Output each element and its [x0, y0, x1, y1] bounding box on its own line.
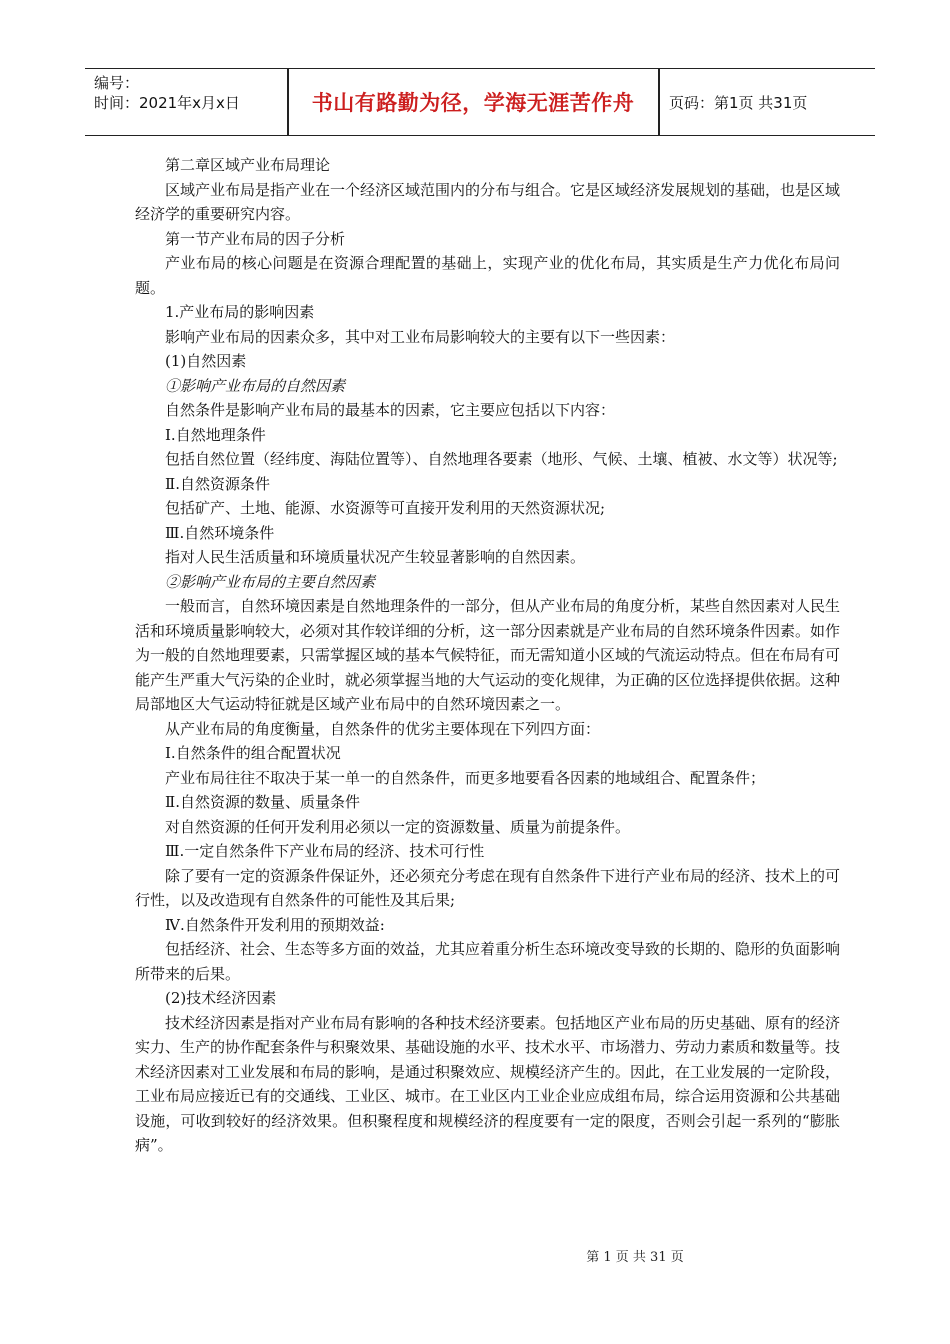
header-divider — [658, 69, 660, 135]
list-heading: Ⅱ.自然资源的数量、质量条件 — [165, 793, 360, 811]
document-number-label: 编号： — [94, 74, 140, 92]
paragraph: 自然条件是影响产业布局的最基本的因素，它主要应包括以下内容： — [165, 401, 616, 419]
heading: (1)自然因素 — [165, 352, 247, 370]
heading: 1.产业布局的影响因素 — [165, 303, 315, 321]
list-heading: Ⅲ.自然环境条件 — [165, 523, 275, 542]
paragraph: 对自然资源的任何开发利用必须以一定的资源数量、质量为前提条件。 — [165, 817, 631, 836]
paragraph: 指对人民生活质量和环境质量状况产生较显著影响的自然因素。 — [165, 548, 586, 566]
paragraph: 产业布局的核心问题是在资源合理配置的基础上，实现产业的优化布局，其实质是生产力优化布局问题。 — [135, 254, 840, 297]
list-heading: Ⅰ.自然地理条件 — [165, 425, 266, 444]
paragraph: 包括矿产、土地、能源、水资源等可直接开发利用的天然资源状况; — [165, 499, 606, 517]
chapter-title: 第二章区域产业布局理论 — [165, 156, 331, 174]
paragraph: 影响产业布局的因素众多，其中对工业布局影响较大的主要有以下一些因素： — [165, 327, 676, 346]
section-title: 第一节产业布局的因子分析 — [165, 229, 346, 248]
paragraph: 包括自然位置（经纬度、海陆位置等）、自然地理各要素（地形、气候、土壤、植被、水文等）状况等; — [165, 450, 838, 468]
paragraph: 技术经济因素是指对产业布局有影响的各种技术经济要素。包括地区产业布局的历史基础、原有的经济实力、生产的协作配套条件与积聚效果、基础设施的水平、技术水平、市场潜力、劳动力素质和数量等。技术经济因素对工业发展和布局的影响，是通过积聚效应、规模经济产生的。因此，在工业发展的一定阶段，工业布局应接近已有的交通线、工业区、城市。在工业区内工业企业应成组布局，综合运用资源和公共基础设施，可收到较好的经济效果。但积聚程度和规模经济的程度要有一定的限度，否则会引起一系列的“膨胀病”。 — [135, 1013, 841, 1154]
paragraph: 从产业布局的角度衡量，自然条件的优劣主要体现在下列四方面： — [165, 719, 601, 738]
list-heading: Ⅰ.自然条件的组合配置状况 — [165, 744, 341, 762]
page-footer: 第 1 页 共 31 页 — [586, 1250, 684, 1265]
subheading: ②影响产业布局的主要自然因素 — [165, 572, 376, 591]
paragraph: 区域产业布局是指产业在一个经济区域范围内的分布与组合。它是区域经济发展规划的基础，也是区域经济学的重要研究内容。 — [135, 180, 841, 223]
list-heading: Ⅲ.一定自然条件下产业布局的经济、技术可行性 — [165, 842, 485, 860]
paragraph: 一般而言，自然环境因素是自然地理条件的一部分，但从产业布局的角度分析，某些自然因素对人民生活和环境质量影响较大，必须对其作较详细的分析，这一部分因素就是产业布局的自然环境条件因素。如作为一般的自然地理要素，只需掌握区域的基本气候特征，而无需知道小区域的气流运动特点。但在布局有可能产生严重大气污染的企业时，就必须掌握当地的大气运动的变化规律，为正确的区位选择提供依据。这种局部地区大气运动特征就是区域产业布局中的自然环境因素之一。 — [135, 597, 841, 713]
header-motto: 书山有路勤为径，学海无涯苦作舟 — [311, 91, 635, 115]
header-page-info: 页码：第1页 共31页 — [669, 93, 808, 112]
list-heading: Ⅳ.自然条件开发利用的预期效益: — [165, 915, 385, 934]
document-body — [135, 153, 840, 1158]
document-time-label: 时间：2021年x月x日 — [94, 94, 240, 112]
subheading: ①影响产业布局的自然因素 — [165, 376, 346, 395]
page-header — [85, 68, 875, 136]
paragraph: 除了要有一定的资源条件保证外，还必须充分考虑在现有自然条件下进行产业布局的经济、技术上的可行性，以及改造现有自然条件的可能性及其后果; — [135, 866, 841, 909]
paragraph: 产业布局往往不取决于某一单一的自然条件，而更多地要看各因素的地域组合、配置条件； — [165, 768, 766, 787]
heading: (2)技术经济因素 — [165, 989, 277, 1007]
paragraph: 包括经济、社会、生态等多方面的效益，尤其应着重分析生态环境改变导致的长期的、隐形的负面影响所带来的后果。 — [135, 940, 841, 983]
header-meta — [94, 73, 240, 113]
list-heading: Ⅱ.自然资源条件 — [165, 474, 270, 493]
